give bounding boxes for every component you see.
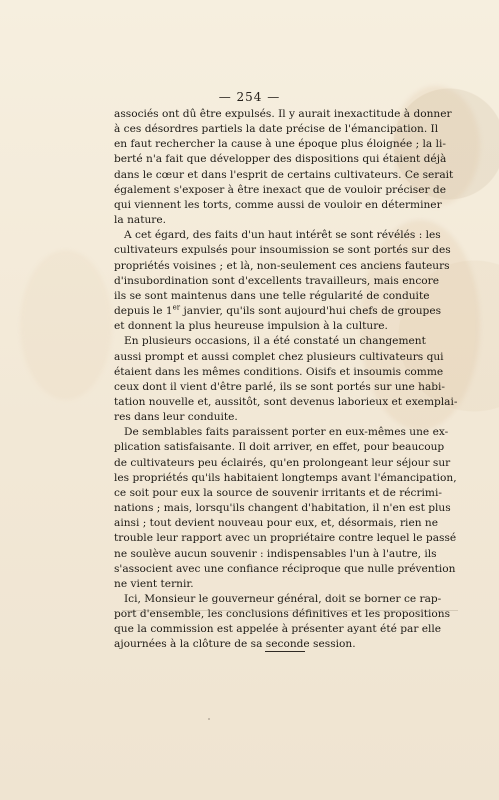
text-line: Ici, Monsieur le gouverneur général, doit se borner ce rap- <box>124 593 442 605</box>
text-line: port d'ensemble, les conclusions définitives et les propositions <box>114 608 451 621</box>
text-line: ainsi ; tout devient nouveau pour eux, et, désormais, rien ne <box>114 517 438 530</box>
text-line: ils se sont maintenus dans une telle régularité de conduite <box>114 289 430 302</box>
text-line: que la commission est appelée à présenter ayant été par elle <box>114 623 442 636</box>
text-line: berté n'a fait que développer des dispositions qui étaient déjà <box>114 153 447 166</box>
text-line: De semblables faits paraissent porter en eux-mêmes une ex- <box>124 426 449 439</box>
text-line: cultivateurs expulsés pour insoumission se sont portés sur des <box>114 244 451 257</box>
end-rule <box>265 651 305 652</box>
text-line: d'insubordination sont d'excellents travailleurs, mais encore <box>114 274 439 287</box>
text-line: A cet égard, des faits d'un haut intérêt se sont révélés : les <box>124 229 441 242</box>
text-line: tation nouvelle et, aussitôt, sont devenus laborieux et exemplai- <box>114 395 458 408</box>
text-line: ne soulève aucun souvenir : indispensables l'un à l'autre, ils <box>114 547 437 560</box>
paper-stain <box>20 250 112 400</box>
text-line: qui viennent les torts, comme aussi de vouloir en déterminer <box>114 198 442 211</box>
body-text <box>114 107 464 653</box>
section-divider <box>122 610 458 611</box>
text-line: propriétés voisines ; et là, non-seulement ces anciens fauteurs <box>114 259 450 272</box>
text-line: ne vient ternir. <box>114 577 194 590</box>
paragraph <box>114 228 464 334</box>
text-line: ceux dont il vient d'être parlé, ils se sont portés sur une habi- <box>114 380 446 393</box>
text-line: en faut rechercher la cause à une époque plus éloignée ; la li- <box>114 138 446 151</box>
text-line: ce soit pour eux la source de souvenir irritants et de récrimi- <box>114 486 442 499</box>
superscript-text: er <box>172 303 181 312</box>
paragraph <box>114 334 464 425</box>
text-line: En plusieurs occasions, il a été constaté un changement <box>124 335 426 348</box>
text-line: s'associent avec une confiance réciproque que nulle prévention <box>114 562 456 575</box>
text-line: de cultivateurs peu éclairés, qu'en prolongeant leur séjour sur <box>114 456 451 469</box>
paper-speck <box>208 718 210 720</box>
text-line: aussi prompt et aussi complet chez plusieurs cultivateurs qui <box>114 350 444 363</box>
text-line: la nature. <box>114 214 166 227</box>
text-line: à ces désordres partiels la date précise de l'émancipation. Il <box>114 123 439 136</box>
paragraph <box>114 107 464 228</box>
text-line: et donnent la plus heureuse impulsion à la culture. <box>114 320 388 333</box>
text-line: res dans leur conduite. <box>114 411 238 424</box>
text-line: plication satisfaisante. Il doit arriver, en effet, pour beaucoup <box>114 441 445 454</box>
text-line: dans le cœur et dans l'esprit de certains cultivateurs. Ce serait <box>114 168 454 181</box>
text-line: associés ont dû être expulsés. Il y aurait inexactitude à donner <box>114 108 452 120</box>
text-line: également s'exposer à être inexact que de vouloir préciser de <box>114 183 446 196</box>
text-line: les propriétés qu'ils habitaient longtemps avant l'émancipation, <box>114 471 457 484</box>
text-line: trouble leur rapport avec un propriétaire contre lequel le passé <box>114 532 457 545</box>
text-line: depuis le 1er janvier, qu'ils sont aujourd'hui chefs de groupes <box>114 303 442 318</box>
text-line: étaient dans les mêmes conditions. Oisifs et insoumis comme <box>114 365 444 378</box>
text-line: ajournées à la clôture de sa seconde session. <box>114 638 356 651</box>
page-number: — 254 — <box>218 90 281 104</box>
text-line: nations ; mais, lorsqu'ils changent d'habitation, il n'en est plus <box>114 502 451 515</box>
paragraph <box>114 425 464 592</box>
